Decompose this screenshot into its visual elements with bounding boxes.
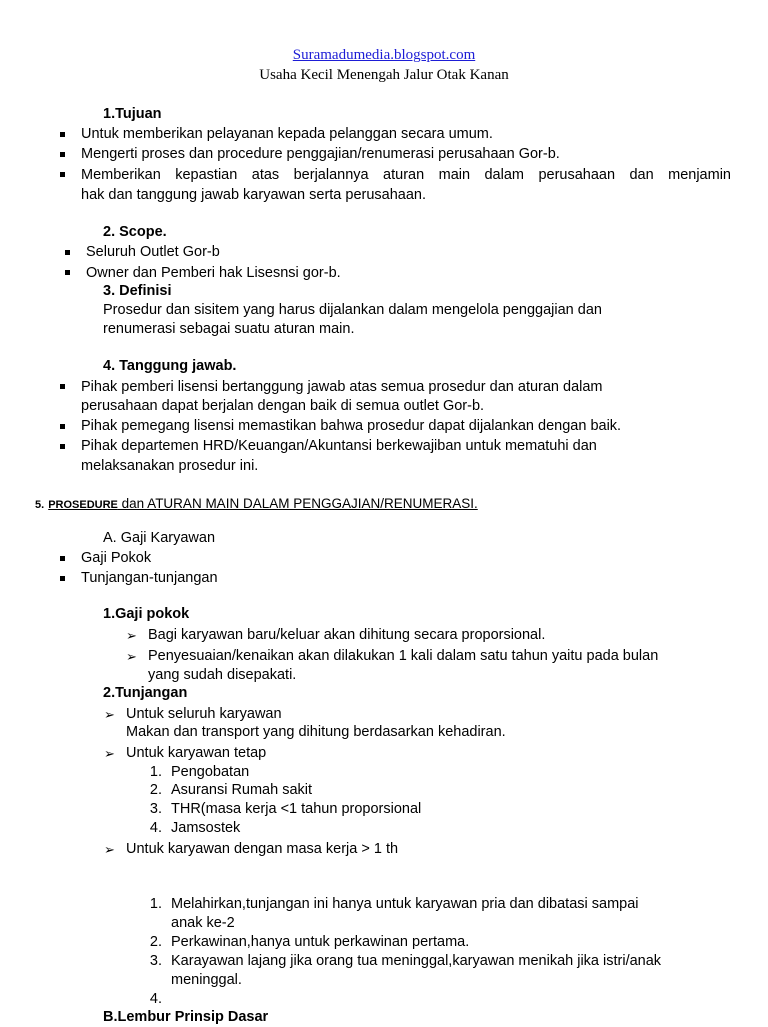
prosedure-word: PROSEDURE	[48, 499, 118, 511]
list-number: 4.	[149, 820, 162, 836]
heading-tunjangan: 2.Tunjangan	[103, 685, 188, 701]
tetap-list-item: Pengobatan	[171, 764, 250, 780]
masa-list-item-continued: anak ke-2	[171, 915, 235, 931]
heading-prosedure	[35, 494, 478, 515]
arrow-bullet-icon: ➢	[104, 707, 115, 722]
masa-list-item: Melahirkan,tunjangan ini hanya untuk karyawan pria dan dibatasi sampai	[171, 896, 639, 912]
scope-item: Seluruh Outlet Gor-b	[86, 244, 220, 260]
tanggung-jawab-item-continued: melaksanakan prosedur ini.	[81, 458, 259, 474]
definisi-text: renumerasi sebagai suatu aturan main.	[103, 321, 355, 337]
heading-gaji-pokok: 1.Gaji pokok	[103, 606, 190, 622]
blog-link[interactable]: Suramadumedia.blogspot.com	[292, 47, 476, 63]
scope-item: Owner dan Pemberi hak Lisesnsi gor-b.	[86, 265, 341, 281]
tanggung-jawab-item-continued: perusahaan dapat berjalan dengan baik di semua outlet Gor-b.	[81, 398, 485, 414]
tujuan-item: Memberikan kepastian atas berjalannya aturan main dalam perusahaan dan menjamin	[81, 167, 731, 183]
list-number: 4.	[149, 991, 162, 1007]
arrow-bullet-icon: ➢	[104, 746, 115, 761]
tetap-list-item: Jamsostek	[171, 820, 241, 836]
list-number: 2.	[149, 934, 162, 950]
gaji-pokok-item-continued: yang sudah disepakati.	[148, 667, 297, 683]
square-bullet-icon	[60, 152, 65, 157]
square-bullet-icon	[60, 556, 65, 561]
square-bullet-icon	[60, 444, 65, 449]
arrow-bullet-icon: ➢	[104, 842, 115, 857]
heading-tujuan: 1.Tujuan	[103, 106, 162, 122]
gaji-pokok-item: Penyesuaian/kenaikan akan dilakukan 1 kali dalam satu tahun yaitu pada bulan	[148, 648, 659, 664]
square-bullet-icon	[65, 270, 70, 275]
list-number: 3.	[149, 953, 162, 969]
heading-lembur: B.Lembur Prinsip Dasar	[103, 1009, 269, 1025]
square-bullet-icon	[60, 132, 65, 137]
tunjangan-seluruh: Untuk seluruh karyawan	[126, 706, 282, 722]
tujuan-item: Untuk memberikan pelayanan kepada pelanggan secara umum.	[81, 126, 493, 142]
list-number: 1.	[149, 896, 162, 912]
list-number: 3.	[149, 801, 162, 817]
tunjangan-seluruh-desc: Makan dan transport yang dihitung berdasarkan kehadiran.	[126, 724, 506, 740]
tanggung-jawab-item: Pihak pemegang lisensi memastikan bahwa prosedur dapat dijalankan dengan baik.	[81, 418, 622, 434]
masa-list-item-continued: meninggal.	[171, 972, 242, 988]
tujuan-item-continued: hak dan tanggung jawab karyawan serta perusahaan.	[81, 187, 427, 203]
tunjangan-tetap: Untuk karyawan tetap	[126, 745, 267, 761]
tunjangan-masa-kerja: Untuk karyawan dengan masa kerja > 1 th	[126, 841, 399, 857]
arrow-bullet-icon: ➢	[126, 628, 137, 643]
square-bullet-icon	[65, 250, 70, 255]
arrow-bullet-icon: ➢	[126, 649, 137, 664]
definisi-text: Prosedur dan sisitem yang harus dijalankan dalam mengelola penggajian dan	[103, 302, 602, 318]
tanggung-jawab-item: Pihak departemen HRD/Keuangan/Akuntansi berkewajiban untuk mematuhi dan	[81, 438, 597, 454]
document-subtitle: Usaha Kecil Menengah Jalur Otak Kanan	[259, 67, 509, 83]
heading-scope: 2. Scope.	[103, 224, 167, 240]
masa-list-item: Perkawinan,hanya untuk perkawinan pertama.	[171, 934, 470, 950]
tetap-list-item: THR(masa kerja <1 tahun proporsional	[171, 801, 422, 817]
prosedure-number: 5.	[35, 499, 45, 511]
gaji-karyawan-label: A. Gaji Karyawan	[103, 530, 216, 546]
list-number: 2.	[149, 782, 162, 798]
gaji-karyawan-item: Tunjangan-tunjangan	[81, 570, 218, 586]
square-bullet-icon	[60, 424, 65, 429]
square-bullet-icon	[60, 576, 65, 581]
tetap-list-item: Asuransi Rumah sakit	[171, 782, 313, 798]
masa-list-item: Karayawan lajang jika orang tua meninggal,karyawan menikah jika istri/anak	[171, 953, 662, 969]
gaji-karyawan-item: Gaji Pokok	[81, 550, 152, 566]
square-bullet-icon	[60, 172, 65, 177]
heading-tanggung-jawab: 4. Tanggung jawab.	[103, 358, 237, 374]
square-bullet-icon	[60, 384, 65, 389]
heading-definisi: 3. Definisi	[103, 283, 172, 299]
list-number: 1.	[149, 764, 162, 780]
tujuan-item: Mengerti proses dan procedure penggajian/renumerasi perusahaan Gor-b.	[81, 146, 560, 162]
prosedure-rest: dan ATURAN MAIN DALAM PENGGAJIAN/RENUMERASI.	[117, 496, 478, 511]
gaji-pokok-item: Bagi karyawan baru/keluar akan dihitung secara proporsional.	[148, 627, 546, 643]
tanggung-jawab-item: Pihak pemberi lisensi bertanggung jawab atas semua prosedur dan aturan dalam	[81, 379, 603, 395]
